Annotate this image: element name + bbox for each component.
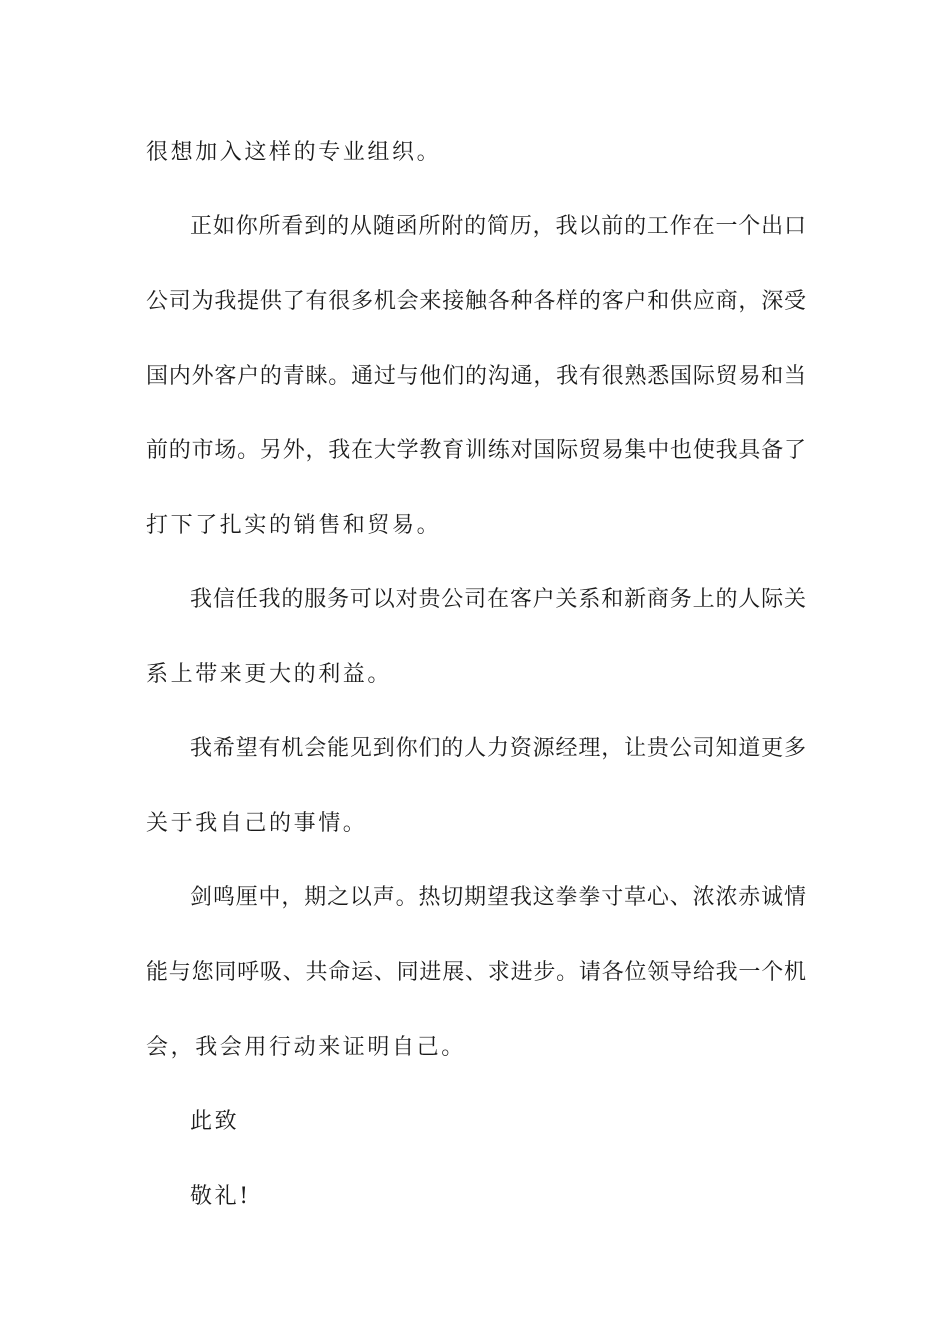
paragraph-line: 国内外客户的青睐。通过与他们的沟通，我有很熟悉国际贸易和当 <box>146 364 806 389</box>
paragraph-line: 会，我会用行动来证明自己。 <box>146 1035 466 1060</box>
paragraph-line: 剑鸣厘中，期之以声。热切期望我这拳拳寸草心、浓浓赤诚情 <box>190 885 806 910</box>
paragraph-line: 我信任我的服务可以对贵公司在客户关系和新商务上的人际关 <box>190 587 806 612</box>
paragraph-line: 正如你所看到的从随函所附的简历，我以前的工作在一个出口 <box>190 214 806 239</box>
paragraph-line: 关于我自己的事情。 <box>146 811 368 836</box>
closing-regards: 敬礼! <box>190 1184 251 1209</box>
paragraph-line: 能与您同呼吸、共命运、同进展、求进步。请各位领导给我一个机 <box>146 960 806 985</box>
paragraph-line: 公司为我提供了有很多机会来接触各种各样的客户和供应商，深受 <box>146 289 806 314</box>
paragraph-line: 我希望有机会能见到你们的人力资源经理，让贵公司知道更多 <box>190 736 806 761</box>
paragraph-line: 前的市场。另外，我在大学教育训练对国际贸易集中也使我具备了 <box>146 438 806 463</box>
paragraph-line: 打下了扎实的销售和贸易。 <box>146 513 442 538</box>
paragraph-line: 很想加入这样的专业组织。 <box>146 140 442 165</box>
paragraph-line: 系上带来更大的利益。 <box>146 662 393 687</box>
closing-salutation: 此致 <box>190 1109 240 1134</box>
